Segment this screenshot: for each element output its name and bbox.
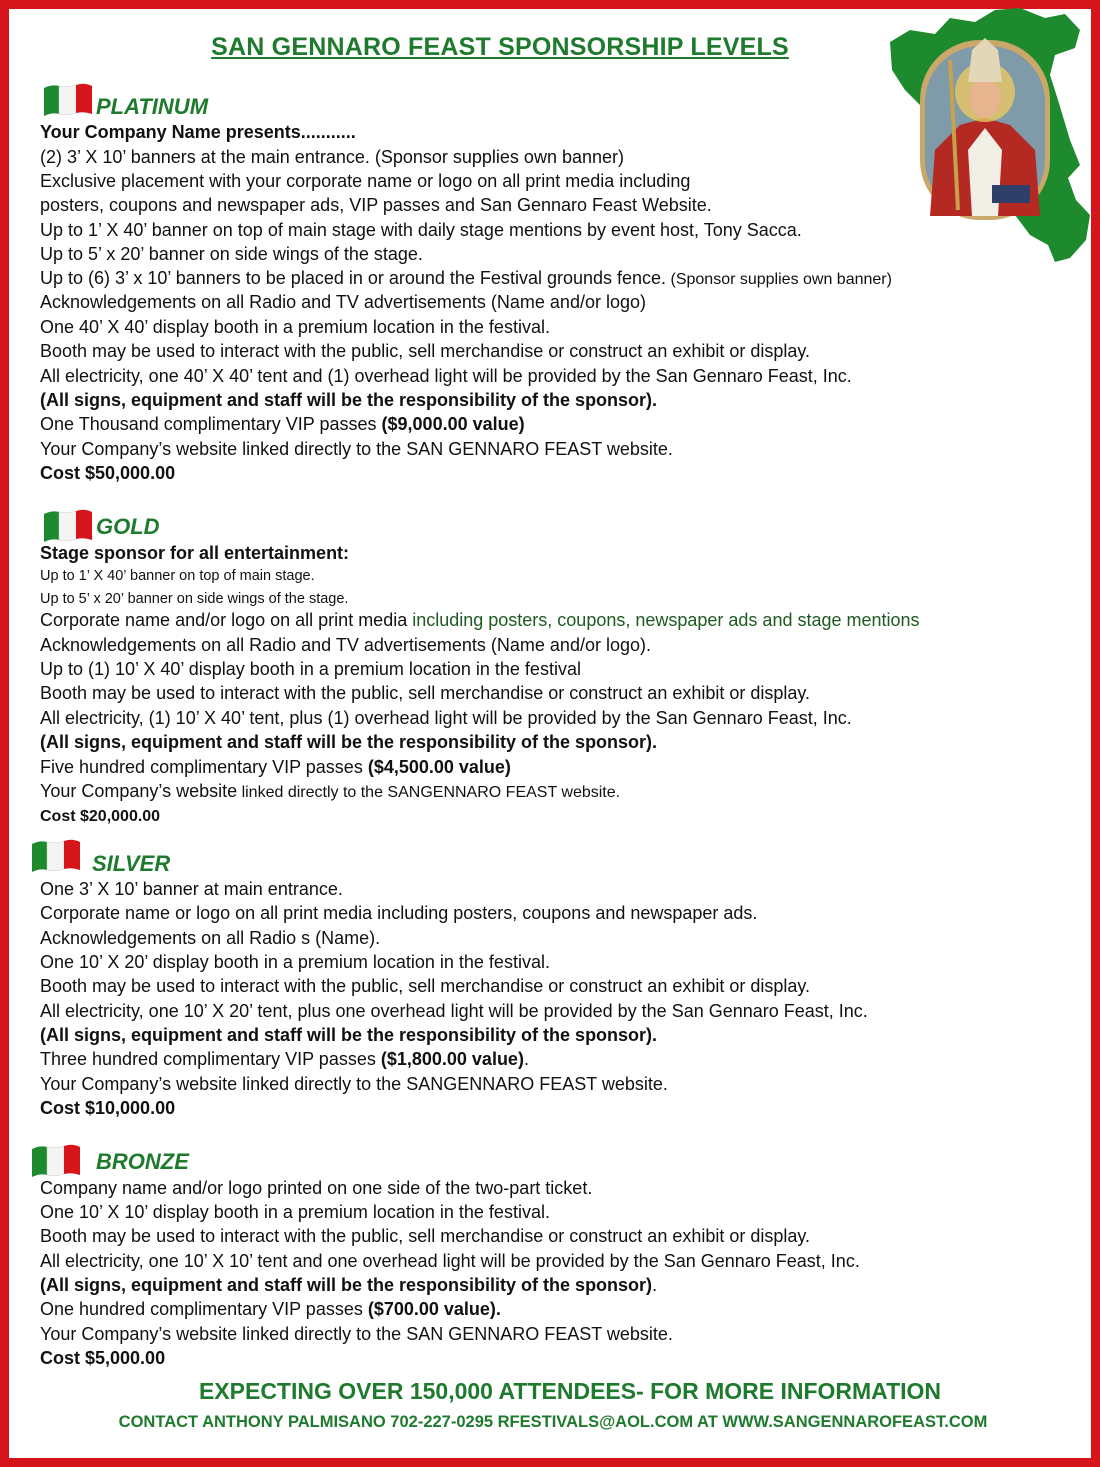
platinum-line: All electricity, one 40’ X 40’ tent and (1) overhead light will be provided by the San Gennaro Feast, Inc. bbox=[40, 366, 852, 386]
silver-line: Booth may be used to interact with the public, sell merchandise or construct an exhibit or display. bbox=[40, 976, 811, 996]
platinum-line: (All signs, equipment and staff will be the responsibility of the sponsor). bbox=[40, 390, 658, 410]
silver-line: All electricity, one 10’ X 20’ tent, plus one overhead light will be provided by the San Gennaro Feast, Inc. bbox=[40, 1001, 868, 1021]
gold-cost: Cost $20,000.00 bbox=[40, 808, 161, 825]
bronze-line: All electricity, one 10’ X 10’ tent and one overhead light will be provided by the San Gennaro Feast, Inc. bbox=[40, 1251, 860, 1271]
platinum-cost: Cost $50,000.00 bbox=[40, 463, 176, 483]
platinum-line: One Thousand complimentary VIP passes ($9,000.00 value) bbox=[40, 414, 525, 434]
platinum-line: posters, coupons and newspaper ads, VIP passes and San Gennaro Feast Website. bbox=[40, 195, 712, 215]
platinum-line: Booth may be used to interact with the public, sell merchandise or construct an exhibit or display. bbox=[40, 341, 811, 361]
platinum-line: One 40’ X 40’ display booth in a premium location in the festival. bbox=[40, 317, 550, 337]
italian-flag-icon bbox=[42, 508, 94, 544]
bronze-heading: BRONZE bbox=[96, 1149, 189, 1174]
gold-heading: GOLD bbox=[96, 514, 160, 539]
footer-attendance: EXPECTING OVER 150,000 ATTENDEES- FOR MORE INFORMATION bbox=[198, 1378, 942, 1404]
gold-line: Up to 1’ X 40’ banner on top of main stage. bbox=[40, 568, 315, 584]
footer-contact: CONTACT ANTHONY PALMISANO 702-227-0295 RFESTIVALS@AOL.COM AT WWW.SANGENNAROFEAST.COM bbox=[118, 1413, 988, 1431]
silver-line: One 10’ X 20’ display booth in a premium location in the festival. bbox=[40, 952, 550, 972]
gold-line: Acknowledgements on all Radio and TV advertisements (Name and/or logo). bbox=[40, 635, 651, 655]
saint-book bbox=[992, 185, 1030, 203]
gold-line: Corporate name and/or logo on all print media including posters, coupons, newspaper ads and stage mentions bbox=[40, 610, 920, 630]
bronze-line: Company name and/or logo printed on one side of the two-part ticket. bbox=[40, 1178, 593, 1198]
italian-flag-icon bbox=[30, 838, 82, 874]
gold-line: Five hundred complimentary VIP passes ($4,500.00 value) bbox=[40, 757, 511, 777]
bronze-line: One 10’ X 10’ display booth in a premium location in the festival. bbox=[40, 1202, 550, 1222]
bronze-line: (All signs, equipment and staff will be the responsibility of the sponsor). bbox=[40, 1275, 658, 1295]
bronze-line: One hundred complimentary VIP passes ($700.00 value). bbox=[40, 1299, 501, 1319]
platinum-line: Up to (6) 3’ x 10’ banners to be placed in or around the Festival grounds fence. (Sponsor supplies own banner) bbox=[40, 268, 892, 288]
gold-line: Up to (1) 10’ X 40’ display booth in a premium location in the festival bbox=[40, 659, 581, 679]
platinum-line: Your Company’s website linked directly to the SAN GENNARO FEAST website. bbox=[40, 439, 673, 459]
gold-line: Your Company’s website linked directly to the SANGENNARO FEAST website. bbox=[40, 781, 621, 801]
silver-line: Three hundred complimentary VIP passes ($1,800.00 value). bbox=[40, 1049, 529, 1069]
gold-line: All electricity, (1) 10’ X 40’ tent, plus (1) overhead light will be provided by the San Gennaro Feast, Inc. bbox=[40, 708, 852, 728]
italian-flag-icon bbox=[30, 1143, 82, 1179]
italian-flag-icon bbox=[42, 82, 94, 118]
platinum-line: Up to 5’ x 20’ banner on side wings of the stage. bbox=[40, 244, 423, 264]
silver-line: (All signs, equipment and staff will be the responsibility of the sponsor). bbox=[40, 1025, 658, 1045]
silver-line: Your Company’s website linked directly to the SANGENNARO FEAST website. bbox=[40, 1074, 668, 1094]
platinum-heading: PLATINUM bbox=[96, 94, 209, 119]
platinum-line: (2) 3’ X 10’ banners at the main entrance. (Sponsor supplies own banner) bbox=[40, 147, 624, 167]
gold-line: Up to 5’ x 20’ banner on side wings of the stage. bbox=[40, 591, 349, 607]
platinum-line: Acknowledgements on all Radio and TV advertisements (Name and/or logo) bbox=[40, 292, 646, 312]
bronze-line: Booth may be used to interact with the public, sell merchandise or construct an exhibit or display. bbox=[40, 1226, 811, 1246]
page-title: SAN GENNARO FEAST SPONSORSHIP LEVELS bbox=[211, 33, 789, 61]
italy-saint-illustration bbox=[880, 0, 1095, 270]
gold-line: Stage sponsor for all entertainment: bbox=[40, 543, 350, 563]
gold-line: Booth may be used to interact with the public, sell merchandise or construct an exhibit or display. bbox=[40, 683, 811, 703]
platinum-line: Exclusive placement with your corporate name or logo on all print media including bbox=[40, 171, 691, 191]
saint-face bbox=[969, 78, 1001, 118]
platinum-line: Up to 1’ X 40’ banner on top of main stage with daily stage mentions by event host, Tony Sacca. bbox=[40, 220, 802, 240]
silver-line: Acknowledgements on all Radio s (Name). bbox=[40, 928, 381, 948]
silver-line: Corporate name or logo on all print media including posters, coupons and newspaper ads. bbox=[40, 903, 758, 923]
silver-cost: Cost $10,000.00 bbox=[40, 1098, 176, 1118]
bronze-line: Your Company’s website linked directly to the SAN GENNARO FEAST website. bbox=[40, 1324, 673, 1344]
silver-heading: SILVER bbox=[92, 851, 171, 876]
silver-line: One 3’ X 10’ banner at main entrance. bbox=[40, 879, 343, 899]
platinum-line: Your Company Name presents........... bbox=[40, 122, 356, 142]
bronze-cost: Cost $5,000.00 bbox=[40, 1348, 166, 1368]
gold-line: (All signs, equipment and staff will be the responsibility of the sponsor). bbox=[40, 732, 658, 752]
